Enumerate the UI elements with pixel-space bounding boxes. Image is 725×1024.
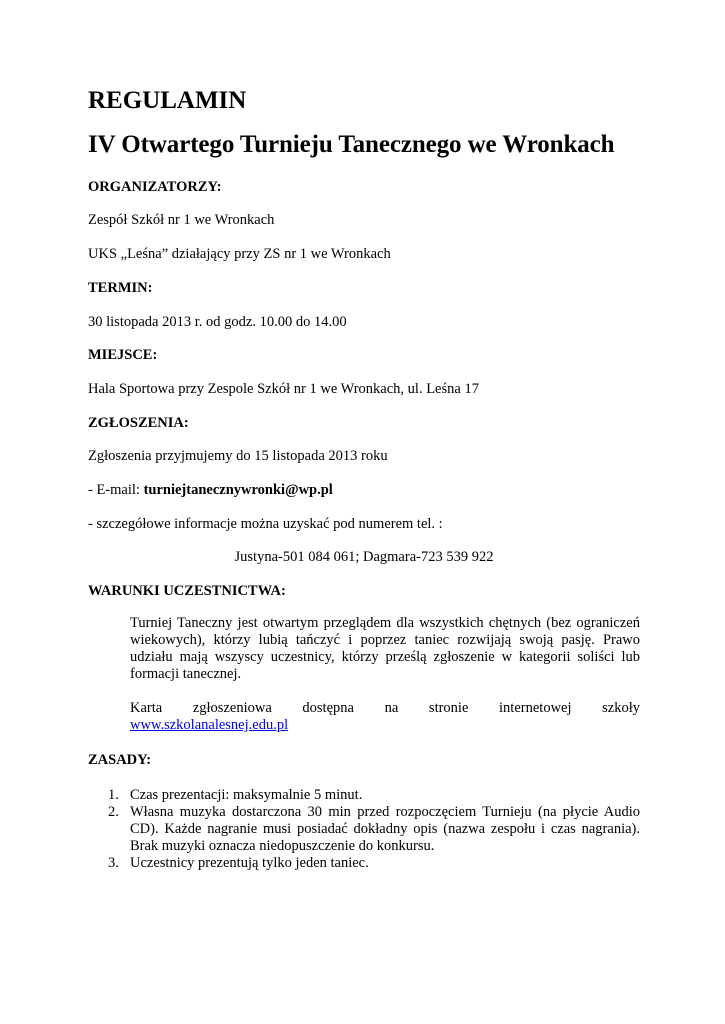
rules-heading: ZASADY: — [88, 752, 152, 768]
card-word: internetowej — [499, 700, 572, 716]
term-heading: TERMIN: — [88, 280, 153, 296]
list-item — [88, 804, 640, 855]
applications-email-line — [88, 481, 333, 499]
place-text: Hala Sportowa przy Zespole Szkół nr 1 we Wronkach, ul. Leśna 17 — [88, 381, 479, 397]
card-word: na — [384, 700, 399, 716]
organizer-school: Zespół Szkół nr 1 we Wronkach — [88, 212, 275, 228]
card-line — [130, 700, 640, 717]
rules-list — [88, 787, 640, 872]
list-item — [88, 787, 640, 804]
card-word: Karta — [130, 700, 163, 716]
rule-text: Uczestnicy prezentują tylko jeden taniec. — [130, 855, 369, 871]
place-heading: MIEJSCE: — [88, 347, 158, 363]
school-website-link[interactable]: www.szkolanalesnej.edu.pl — [130, 717, 289, 733]
document-page — [88, 0, 640, 1024]
applications-deadline: Zgłoszenia przyjmujemy do 15 listopada 2013 roku — [88, 448, 388, 464]
conditions-card-block — [130, 700, 640, 734]
document-subtitle: IV Otwartego Turnieju Tanecznego we Wronkach — [88, 131, 615, 158]
card-word: stronie — [428, 700, 469, 716]
applications-info: - szczegółowe informacje można uzyskać pod numerem tel. : — [88, 516, 443, 532]
rule-number: 1. — [108, 787, 119, 803]
conditions-heading: WARUNKI UCZESTNICTWA: — [88, 583, 286, 599]
card-word: zgłoszeniowa — [192, 700, 272, 716]
list-item — [88, 855, 640, 872]
rule-text: Własna muzyka dostarczona 30 min przed rozpoczęciem Turnieju (na płycie Audio CD). Każde nagranie musi posiadać dokładny opis (nazwa zespołu i czas nagrania). Brak muzyki oznacza niedopuszczenie do konkursu. — [130, 804, 640, 854]
email-address: turniejtanecznywronki@wp.pl — [143, 482, 333, 498]
rule-number: 3. — [108, 855, 119, 871]
conditions-paragraph: Turniej Taneczny jest otwartym przeglądem dla wszystkich chętnych (bez ograniczeń wiekowych), którzy lubią tańczyć i poprzez taniec rozwijają swoją pasję. Prawo udziału mają wszyscy uczestnicy, którzy prześlą zgłoszenie w kategorii soliści lub formacji tanecznej. — [130, 615, 640, 682]
rule-text: Czas prezentacji: maksymalnie 5 minut. — [130, 787, 363, 803]
organizer-club: UKS „Leśna” działający przy ZS nr 1 we Wronkach — [88, 246, 391, 262]
rule-number: 2. — [108, 804, 119, 820]
card-word: szkoły — [602, 700, 641, 716]
card-word: dostępna — [302, 700, 354, 716]
document-title: REGULAMIN — [88, 87, 247, 114]
applications-phones: Justyna-501 084 061; Dagmara-723 539 922 — [234, 549, 494, 565]
organizers-heading: ORGANIZATORZY: — [88, 179, 222, 195]
applications-heading: ZGŁOSZENIA: — [88, 415, 189, 431]
email-prefix: - E-mail: — [88, 482, 144, 498]
term-text: 30 listopada 2013 r. od godz. 10.00 do 14.00 — [88, 314, 347, 330]
